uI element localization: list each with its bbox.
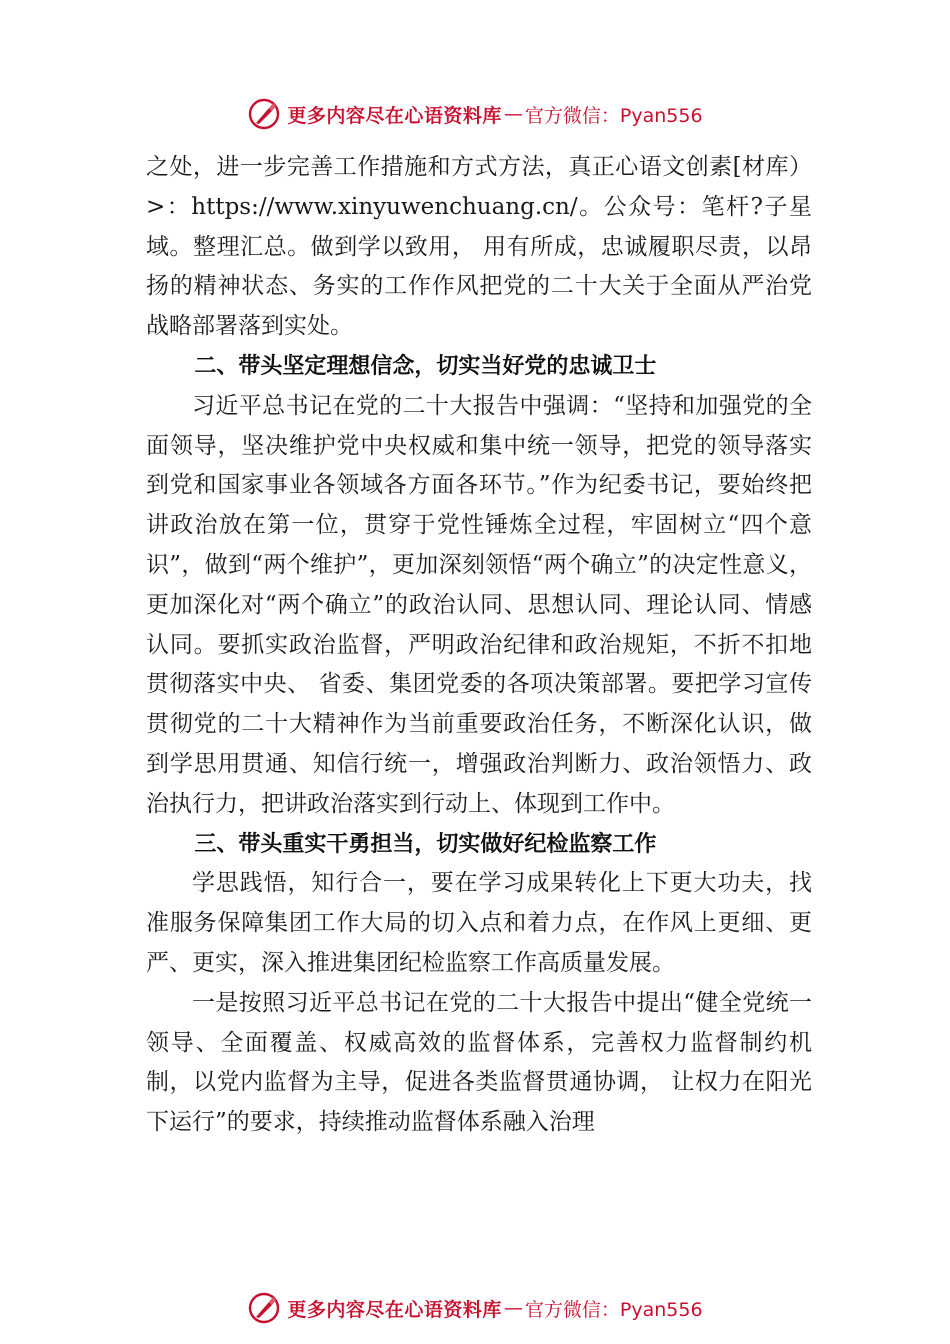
pen-logo-icon bbox=[247, 1291, 281, 1325]
banner-dash: — bbox=[503, 1297, 523, 1319]
paragraph-section-3-point-1: 一是按照习近平总书记在党的二十大报告中提出“健全党统一领导、全面覆盖、权威高效的监督体系，完善权力监督制约机制，以党内监督为主导，促进各类监督贯通协调， 让权力在阳光下运行”的要求，持续推动监督体系融入治理 bbox=[146, 989, 812, 1136]
paragraph-continued: 之处，进一步完善工作措施和方式方法，真正心语文创素[材库）>：https://www.xinyuwenchuang.cn/。公众号：笔杆?子星域。整理汇总。做到学以致用， 用有所成，忠诚履职尽责，以昂扬的精神状态、务实的工作作风把党的二十大关于全面从严治党战略部署落到实处。 bbox=[146, 154, 812, 340]
site-name: 更多内容尽在心语资料库 bbox=[287, 104, 502, 127]
document-body bbox=[146, 148, 812, 1143]
pen-logo-icon bbox=[247, 97, 281, 131]
section-heading-3: 三、带头重实干勇担当，切实做好纪检监察工作 bbox=[194, 831, 657, 857]
banner-dash: — bbox=[503, 103, 523, 125]
wechat-contact: 官方微信：Pyan556 bbox=[524, 1298, 703, 1321]
wechat-contact: 官方微信：Pyan556 bbox=[524, 104, 703, 127]
paragraph-section-3-intro: 学思践悟，知行合一，要在学习成果转化上下更大功夫，找准服务保障集团工作大局的切入点和着力点，在作风上更细、更严、更实，深入推进集团纪检监察工作高质量发展。 bbox=[146, 870, 812, 976]
paragraph-section-2: 习近平总书记在党的二十大报告中强调：“坚持和加强党的全面领导，坚决维护党中央权威和集中统一领导，把党的领导落实到党和国家事业各领域各方面各环节。”作为纪委书记，要始终把讲政治放在第一位，贯穿于党性锤炼全过程，牢固树立“四个意识”，做到“两个维护”，更加深刻领悟“两个确立”的决定性意义，更加深化对“两个确立”的政治认同、思想认同、理论认同、情感认同。要抓实政治监督，严明政治纪律和政治规矩，不折不扣地贯彻落实中央、 省委、集团党委的各项决策部署。要把学习宣传贯彻党的二十大精神作为当前重要政治任务，不断深化认识，做到学思用贯通、知信行统一，增强政治判断力、政治领悟力、政治执行力，把讲政治落实到行动上、体现到工作中。 bbox=[146, 392, 812, 817]
footer-banner bbox=[0, 1288, 950, 1328]
site-name: 更多内容尽在心语资料库 bbox=[287, 1298, 502, 1321]
section-heading-2: 二、带头坚定理想信念，切实当好党的忠诚卫士 bbox=[194, 353, 657, 379]
header-banner bbox=[0, 94, 950, 134]
